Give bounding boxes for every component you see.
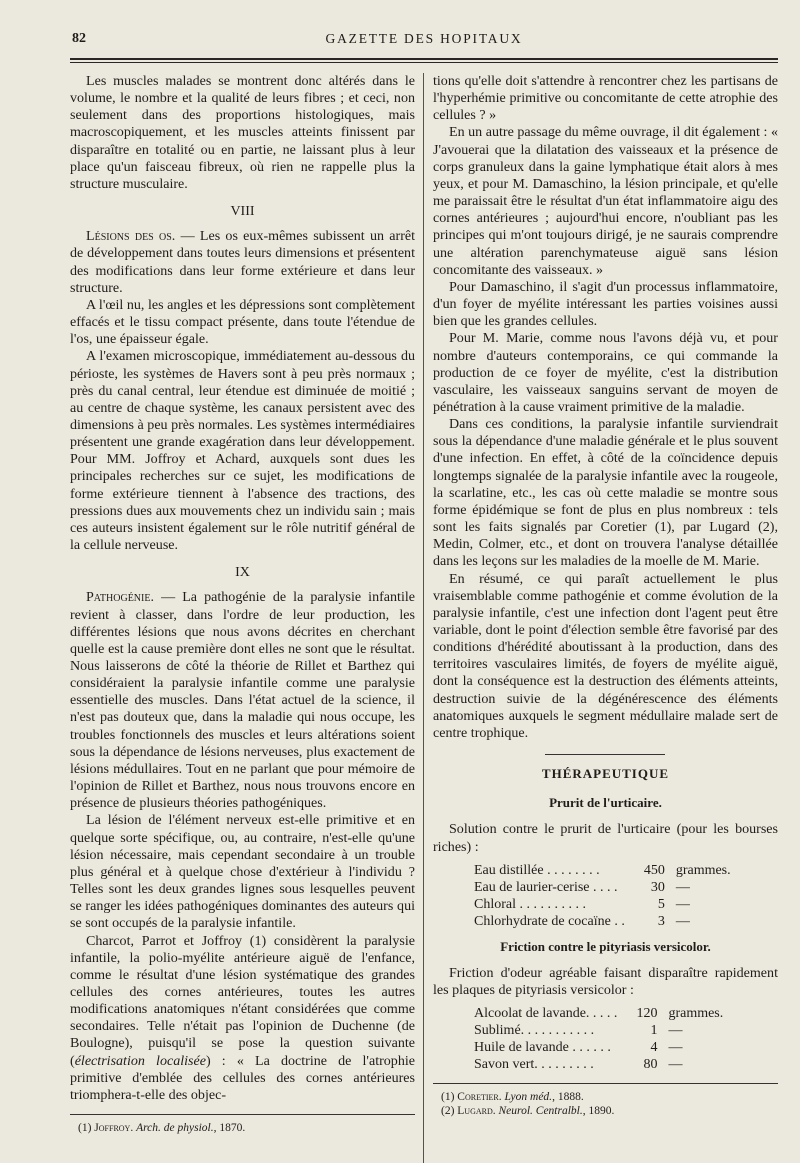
recipe-unit: grammes.: [675, 862, 731, 878]
paragraph: tions qu'elle doit s'attendre à rencontrer chez les partisans de l'hyperhémie primitive ou concomitante de cette atrophie des cellules ? »: [432, 73, 778, 124]
recipe-row: [471, 1039, 726, 1056]
section-number: IX: [235, 565, 250, 581]
paragraph: Dans ces conditions, la paralysie infantile surviendrait sous la dépendance d'une maladie générale et le plus souvent d'une infection. En effet, à côté de la coïncidence depuis longtemps signalée de la paralysie infantile avec la rougeole, la scarlatine, etc., les cas où cette maladie se montre sous forme épidémique se font de plus en plus nombreux : tels sont les faits signalés par Coretier (1), par Lugard (2), Medin, Colmer, etc., et dont on trouvera l'analyse détaillée dans les leçons sur les maladies de la moelle de M. Marie.: [432, 416, 778, 570]
recipe-unit: grammes.: [668, 1006, 724, 1022]
recipe-row: [471, 879, 734, 896]
recipe-row: [471, 862, 734, 879]
recipe-amount: 3: [657, 913, 665, 929]
footnote: [433, 1090, 778, 1104]
section-lead: Lésions des os.: [86, 228, 176, 245]
running-title: GAZETTE DES HOPITAUX: [325, 31, 523, 46]
paragraph-text: ) : « La doctrine de l'atrophie primitive d'emblée des cellules des cornes antérieures triomphera-t-elle des objec-: [70, 1052, 415, 1103]
recipe-name: Savon vert. . . . . . . . .: [473, 1057, 594, 1073]
recipe-name: Chlorhydrate de cocaïne . .: [473, 913, 625, 929]
recipe-row: [471, 1022, 726, 1039]
footnote: [433, 1104, 778, 1118]
recipe-intro: Solution contre le prurit de l'urticaire (pour les bourses riches) :: [432, 821, 778, 855]
paragraph: A l'examen microscopique, immédiatement au-dessous du périoste, les systèmes de Havers sont à peu près normaux ; près du canal central, leur étendue est diminuée de moitié ; au centre de chaque système, les canaux persistent avec des dimensions à peu près normales. Les systèmes intermédiaires présentent une grande exagération dans leur développement. Pour MM. Joffroy et Achard, auxquels sont dues les principales recherches sur ce sujet, les modifications de forme extérieure tiennent à l'absence des tractions, des pressions dues aux mouvements chez un individu sain ; mais ces auteurs insistent également sur le rôle nutritif général de la cellule nerveuse.: [70, 348, 415, 554]
footnote-journal: Neurol. Centralbl.: [498, 1105, 583, 1118]
section-lead: Pathogénie.: [86, 589, 154, 606]
page-header: [70, 28, 778, 56]
recipe-amount: 120: [636, 1006, 658, 1022]
recipe-amount: 450: [643, 862, 665, 878]
recipe-unit: —: [675, 896, 690, 912]
column-divider: [423, 73, 424, 1163]
footnote-year: , 1890.: [582, 1105, 615, 1118]
recipe-unit: —: [668, 1040, 683, 1056]
recipe-row: [471, 1056, 726, 1073]
columns: [70, 73, 778, 1163]
footnote-journal: Arch. de physiol.: [136, 1122, 214, 1135]
recipe-name: Sublimé. . . . . . . . . . .: [473, 1023, 595, 1039]
footnote-number: (2): [440, 1105, 455, 1118]
recipe-amount: 30: [650, 879, 665, 895]
page-number: 82: [72, 31, 86, 46]
recipe-amount: 5: [657, 896, 665, 912]
recipe-unit: —: [668, 1057, 683, 1073]
paragraph: En résumé, ce qui paraît actuellement le plus vraisemblable comme pathogénie et comme évolution de la paralysie infantile, c'est une infection dont l'agent peut être variable, dont le point d'élection semble être favorisé par des conditions d'hérédité aboutissant à la production, dans des territoires vasculaires limités, de foyers de myélite aiguë, dont la conséquence est la destruction des éléments atteints, destruction suivie de la dégénérescence des éléments anatomiques auxquels le segment médullaire malade sert de centre trophique.: [432, 570, 778, 741]
paragraph: [70, 933, 415, 1105]
recipe-table: [471, 1005, 726, 1073]
recipe-row: [471, 1005, 726, 1022]
footnote-number: (1): [440, 1091, 455, 1104]
footnote-author: Coretier.: [457, 1091, 502, 1104]
paragraph: Pour M. Marie, comme nous l'avons déjà vu, et pour nombre d'auteurs contemporains, ce qui commande la production de ce foyer de myélite, c'est la distribution vasculaire, les vaisseaux sanguins servant de moyen de pénétration à la cause vraiment primitive de la maladie.: [432, 330, 778, 415]
section-rule: [545, 754, 665, 755]
recipe-unit: —: [668, 1023, 683, 1039]
right-column: [433, 73, 778, 1163]
recipe-intro: Friction d'odeur agréable faisant disparaître rapidement les plaques de pityriasis versicolor :: [432, 964, 778, 999]
paragraph-text: — Les os eux-mêmes subissent un arrêt de développement dans toutes leurs dimensions et présentent des modifications dans leur forme extérieure et dans leur structure.: [70, 228, 416, 296]
paragraph: Pour Damaschino, il s'agit d'un processus inflammatoire, d'un foyer de myélite intéressant les parties voisines aussi bien que les grandes cellules.: [432, 278, 778, 330]
recipe-row: [471, 913, 734, 930]
paragraph-text: Charcot, Parrot et Joffroy (1) considèrent la paralysie infantile, la polio-myélite antérieure aiguë de l'enfance, comme le résultat d'une lésion systématique des grandes cellules des cornes antérieures, toutes les autres modifications anatomiques n'étant considérées que comme secondaires. Telle n'était pas l'opinion de Duchenne (de Boulogne), puisqu'il se pose la question suivante (: [70, 932, 415, 1069]
footnote-number: (1): [78, 1122, 92, 1135]
paragraph-text: — La pathogénie de la paralysie infantile revient à classer, dans l'ordre de leur production, les différentes lésions que nous avons décrites en cherchant quelle est la cause première dont elles ne sont que le résultat. Nous laisserons de côté la théorie de Rillet et Barthez qui considéraient la paralysie infantile comme une paralysie essentielle des muscles. Dans l'état actuel de la science, il n'est pas douteux que, dans la maladie qui nous occupe, les troubles fonctionnels des muscles et leurs altérations soient sous la dépendance de lésions nerveuses, plus exactement de lésions médullaires. Tout en ne parlant que pour mémoire de l'opinion de Rillet et Barthez, nous nous trouvons encore en présence de plusieurs théories pathogéniques.: [70, 589, 415, 812]
therapy-heading: THÉRAPEUTIQUE: [541, 766, 670, 782]
footnote: [70, 1121, 415, 1135]
recipe-unit: —: [675, 879, 690, 895]
recipe-title: Friction contre le pityriasis versicolor.: [500, 938, 711, 954]
recipe-table: [471, 862, 734, 930]
recipe-name: Eau de laurier-cerise . . . .: [473, 879, 618, 895]
recipe-amount: 80: [643, 1057, 658, 1073]
paragraph: [70, 228, 415, 297]
recipe-name: Eau distillée . . . . . . . .: [473, 862, 600, 878]
recipe-name: Huile de lavande . . . . . .: [473, 1040, 611, 1056]
footnote-author: Lugard.: [457, 1105, 496, 1118]
footnote-journal: Lyon méd.: [504, 1091, 553, 1104]
italic-title: électrisation localisée: [74, 1052, 206, 1069]
footnote-year: , 1888.: [552, 1091, 584, 1104]
recipe-name: Alcoolat de lavande. . . . .: [473, 1006, 618, 1022]
recipe-row: [471, 896, 734, 913]
section-number: VIII: [230, 204, 255, 220]
footnote-rule: [70, 1114, 415, 1115]
header-rule: [70, 58, 778, 63]
paragraph: [70, 589, 415, 812]
recipe-unit: —: [675, 913, 690, 929]
recipe-title: Prurit de l'urticaire.: [549, 795, 662, 811]
paragraph: A l'œil nu, les angles et les dépressions sont complètement effacés et le tissu compact présente, dans toute l'étendue de l'os, une épaisseur égale.: [70, 296, 415, 348]
paragraph: La lésion de l'élément nerveux est-elle primitive et en quelque sorte spécifique, ou, au contraire, n'est-elle qu'une lésion nécessaire, mais cependant secondaire à un trouble plus général et à quelque chose d'extérieur à l'individu ? Telles sont les deux grandes lignes sous lesquelles peuvent se ranger les idées pathogéniques dominantes des auteurs qui se sont occupés de la paralysie infantile.: [70, 812, 415, 932]
footnote-rule: [433, 1083, 778, 1084]
recipe-name: Chloral . . . . . . . . . .: [473, 896, 586, 912]
left-column: [70, 73, 415, 1163]
paragraph: Les muscles malades se montrent donc altérés dans le volume, le nombre et la qualité de leurs fibres ; et ceci, non seulement dans des proportions histologiques, mais macroscopiquement, et les muscles atteints finissent par disparaître en totalité ou en partie, ne laissant plus à leur place qu'un faisceau fibreux, où rien ne rappelle plus la structure musculaire.: [70, 73, 415, 192]
footnote-year: , 1870.: [213, 1122, 246, 1135]
paragraph: En un autre passage du même ouvrage, il dit également : « J'avouerai que la dilatation des vaisseaux et la présence de corps granuleux dans la gaine lymphatique était alors à mes yeux, et pour M. Damaschino, la lésion principale, et qu'elle me paraissait être le résultat d'un état inflammatoire aigu des cornes antérieures ; aujourd'hui encore, n'oubliant pas les principes qui m'ont toujours dirigé, je ne saurais comprendre une altération parenchymateuse aiguë sans lésion concomitante des vaisseaux. »: [432, 124, 778, 278]
recipe-amount: 1: [650, 1023, 658, 1039]
footnote-author: Joffroy.: [94, 1122, 134, 1135]
recipe-amount: 4: [650, 1040, 658, 1056]
